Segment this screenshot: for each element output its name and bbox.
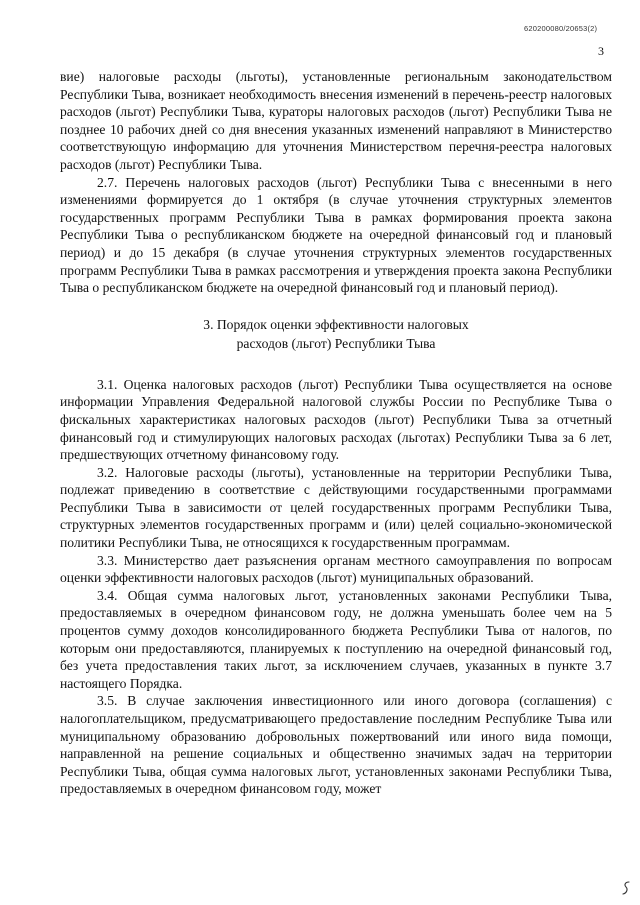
section-heading [60, 315, 612, 353]
handwritten-mark-icon [620, 880, 632, 896]
document-number: 620200080/20653(2) [524, 24, 598, 33]
paragraph-3-1: 3.1. Оценка налоговых расходов (льгот) Республики Тыва осуществляется на основе информации Управления Федеральной налоговой службы России по Республике Тыва о фискальных характеристиках налоговых расходов (льгот) Республики Тыва за отчетный финансовый год и стимулирующих налоговых расходах (льготах) Республики Тыва за 6 лет, предшествующих отчетному финансовому году. [60, 376, 612, 463]
paragraph-continuation: вие) налоговые расходы (льготы), установленные региональным законодательством Республики Тыва, возникает необходимость внесения изменений в перечень-реестр налоговых расходов (льгот) Республики Тыва, кураторы налоговых расходов (льгот) Республики Тыва не позднее 10 рабочих дней со дня внесения указанных изменений направляют в Министерство соответствующую информацию для уточнения Министерством перечня-реестра налоговых расходов (льгот) Республики Тыва. [60, 69, 612, 172]
document-body [60, 68, 612, 798]
paragraph-3-5: 3.5. В случае заключения инвестиционного или иного договора (соглашения) с налогоплательщиком, предусматривающего предоставление последним Республике Тыва или муниципальному образованию добровольных пожертвований или иного вида помощи, направленной на решение социальных и общественно значимых задач на территории Республики Тыва, общая сумма налоговых льгот, установленных законами Республики Тыва, предоставляемых в очередном финансовом году, может [60, 693, 612, 797]
page-number: 3 [598, 44, 604, 58]
paragraph-3-3: 3.3. Министерство дает разъяснения органам местного самоуправления по вопросам оценки эффективности налоговых расходов (льгот) муниципальных образований. [60, 552, 612, 586]
paragraph-3-2: 3.2. Налоговые расходы (льготы), установленные на территории Республики Тыва, подлежат приведению в соответствие с действующими государственными программами Республики Тыва в зависимости от целей государственных программ Республики Тыва, структурных элементов государственных программ и (или) целей социально-экономической политики Республики Тыва, не относящихся к государственным программам. [60, 464, 612, 551]
paragraph-3-4: 3.4. Общая сумма налоговых льгот, установленных законами Республики Тыва, предоставляемых в очередном финансовом году, не должна уменьшать более чем на 5 процентов сумму доходов консолидированного бюджета Республики Тыва от налогов, по которым они предоставляются, планируемых к поступлению на очередной финансовый год, без учета предоставления таких льгот, за исключением случаев, указанных в пункте 3.7 настоящего Порядка. [60, 587, 612, 691]
paragraph-2-7: 2.7. Перечень налоговых расходов (льгот) Республики Тыва с внесенными в него изменениями формируется до 1 октября (в случае уточнения структурных элементов государственных программ Республики Тыва в рамках формирования проекта закона Республики Тыва о республиканском бюджете на очередной финансовый год и плановый период) и до 15 декабря (в случае уточнения структурных элементов государственных программ Республики Тыва в рамках рассмотрения и утверждения проекта закона Республики Тыва о республиканском бюджете на очередной финансовый год и плановый период). [60, 174, 612, 296]
section-heading-line-2: расходов (льгот) Республики Тыва [236, 335, 436, 351]
section-heading-line-1: 3. Порядок оценки эффективности налоговых [203, 316, 469, 332]
